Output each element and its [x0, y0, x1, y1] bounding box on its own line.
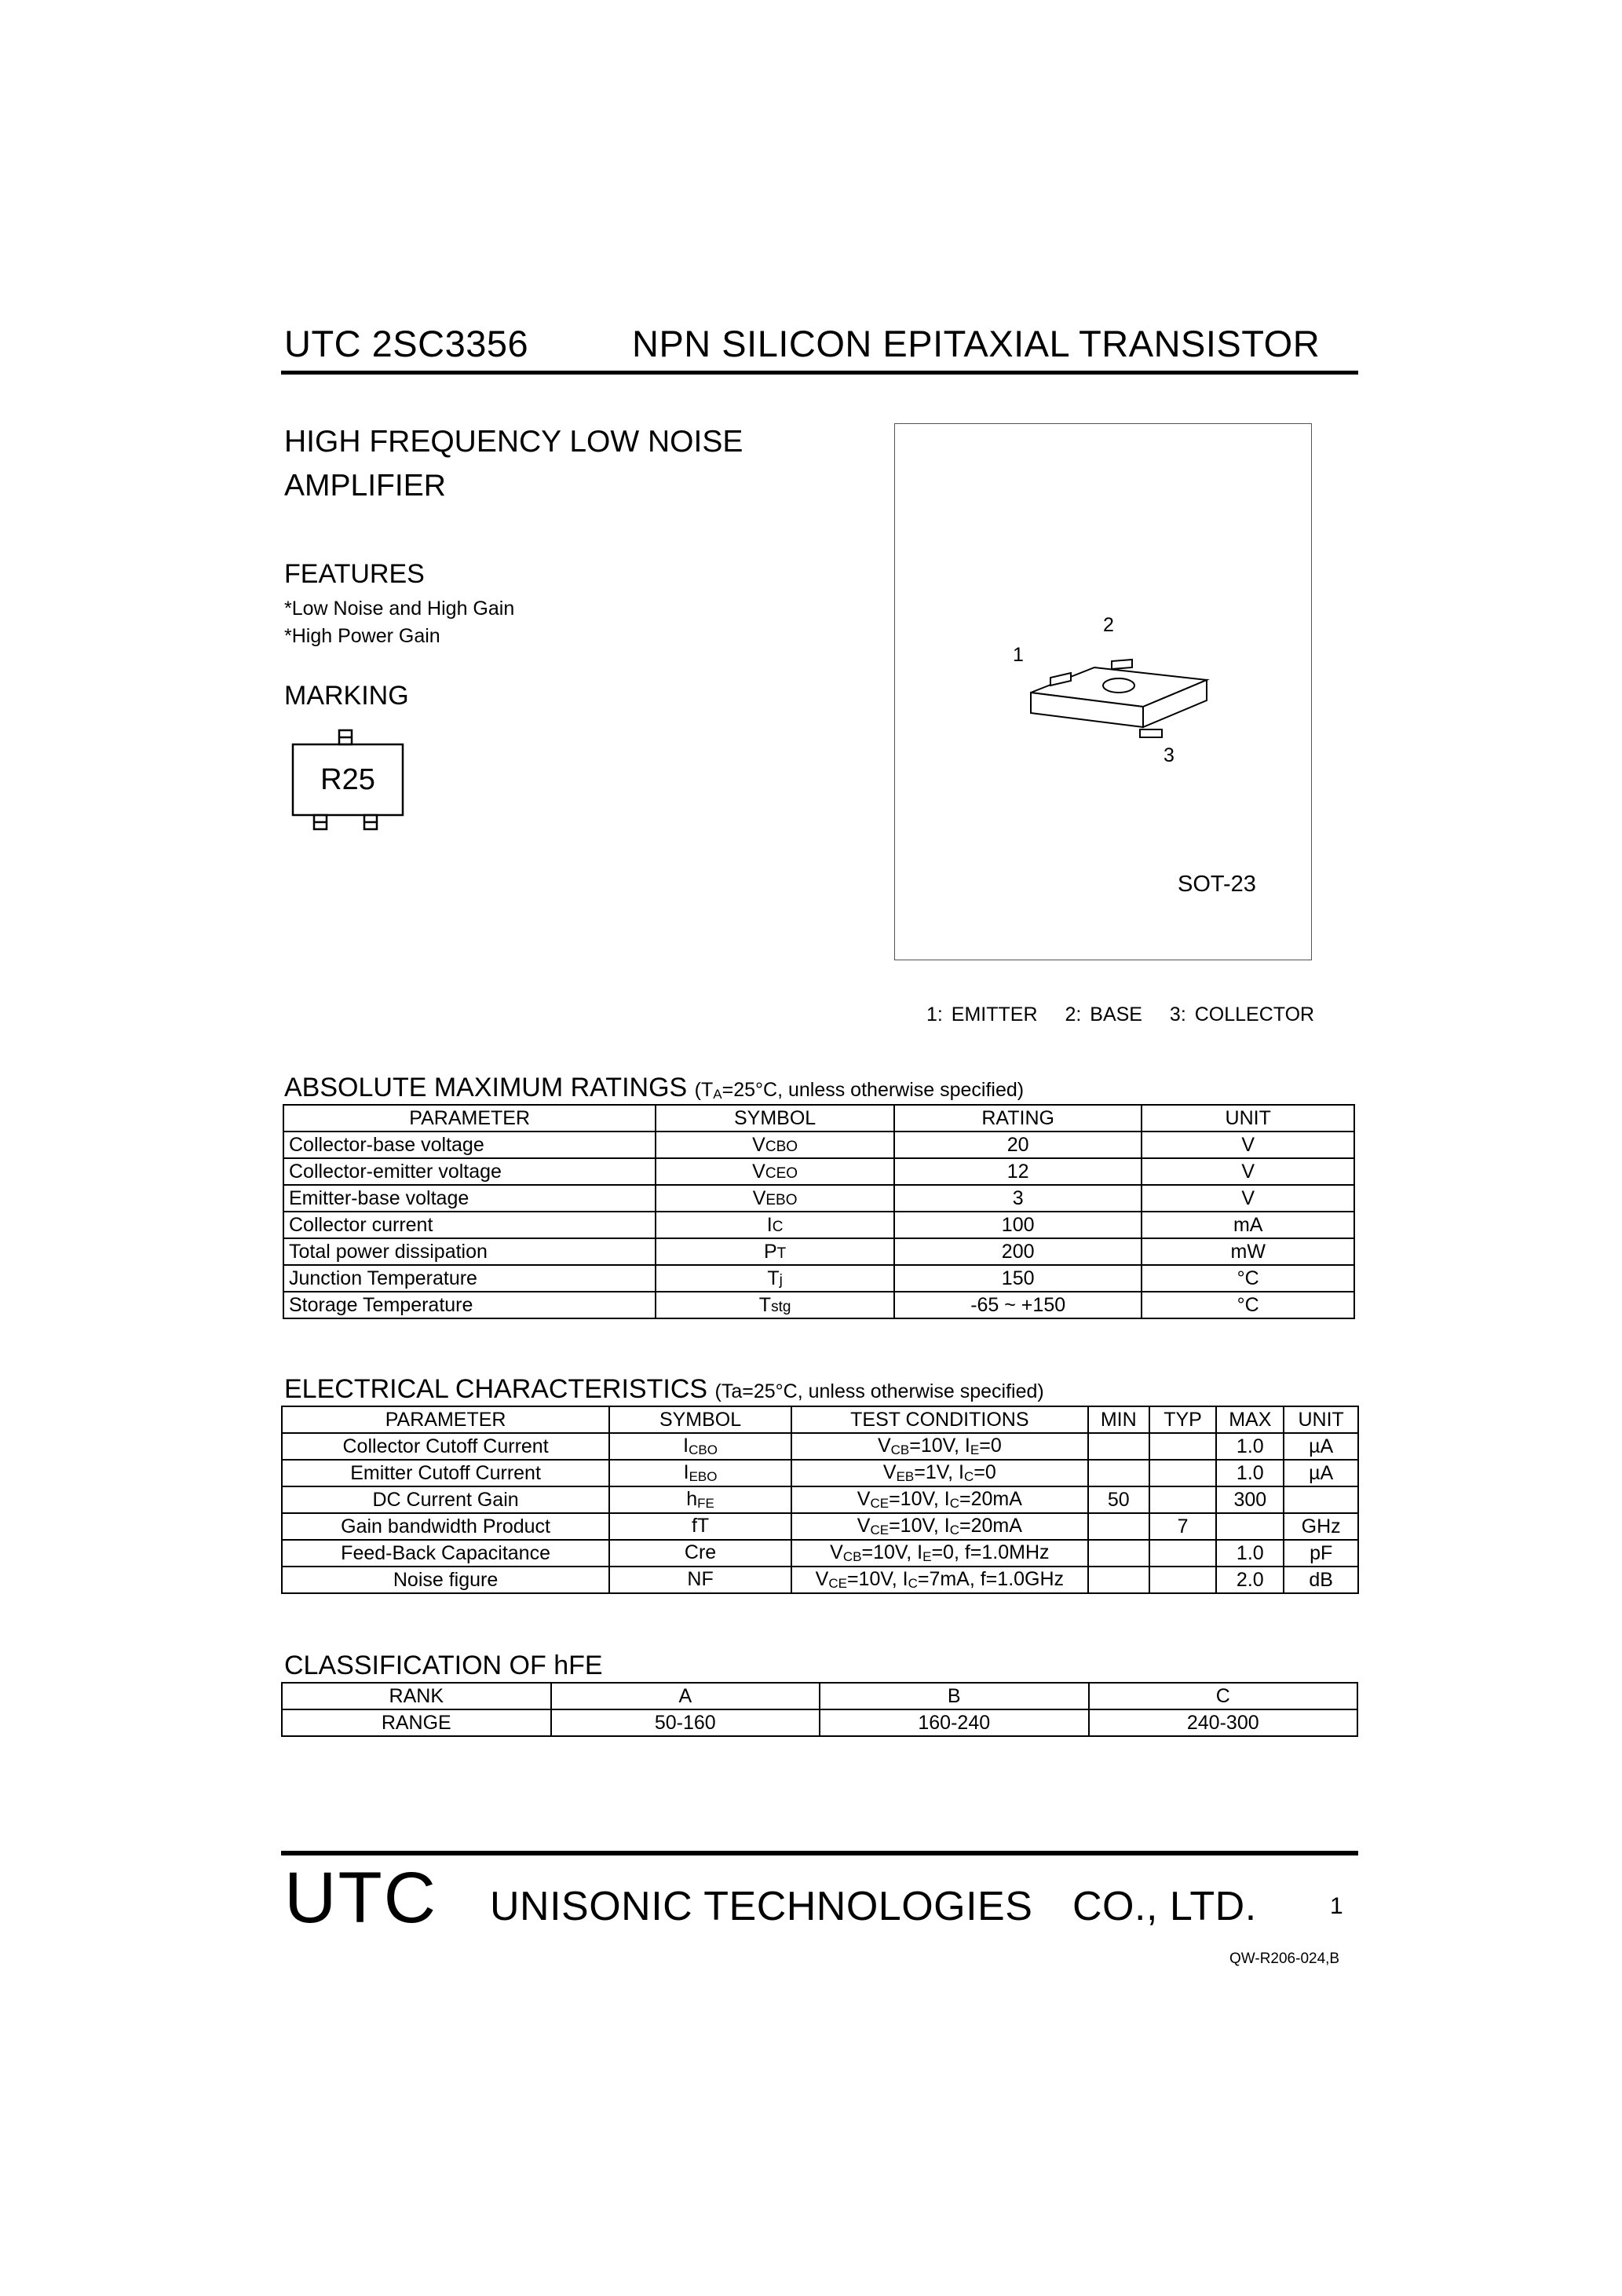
table-row — [282, 1486, 1358, 1513]
table-row — [283, 1132, 1354, 1158]
rating-cell: 150 — [894, 1265, 1142, 1292]
table-row — [283, 1292, 1354, 1318]
param-cell: Emitter Cutoff Current — [282, 1460, 609, 1486]
marking-code: R25 — [320, 763, 375, 796]
features-list — [284, 595, 514, 650]
param-cell: Collector current — [283, 1212, 656, 1238]
max-cell — [1216, 1513, 1284, 1540]
document-code: QW-R206-024,B — [1229, 1951, 1340, 1967]
table-row — [283, 1185, 1354, 1212]
classification-table — [281, 1682, 1358, 1737]
column-header: TEST CONDITIONS — [791, 1406, 1088, 1433]
unit-cell: V — [1142, 1158, 1354, 1185]
classification-title: CLASSIFICATION OF hFE — [284, 1651, 603, 1680]
unit-cell: mA — [1142, 1212, 1354, 1238]
table-row — [282, 1709, 1357, 1736]
table-row — [283, 1158, 1354, 1185]
rating-cell: 200 — [894, 1238, 1142, 1265]
param-cell: Gain bandwidth Product — [282, 1513, 609, 1540]
pin-map-base: 2: BASE — [1065, 1004, 1142, 1026]
symbol-cell: IC — [656, 1212, 894, 1238]
document-title: NPN SILICON EPITAXIAL TRANSISTOR — [632, 323, 1321, 364]
param-cell: Collector-emitter voltage — [283, 1158, 656, 1185]
unit-cell: °C — [1142, 1265, 1354, 1292]
unit-cell: mW — [1142, 1238, 1354, 1265]
symbol-cell: PT — [656, 1238, 894, 1265]
condition-cell: $V_{EB}=1V$, $I_C=0$ — [791, 1460, 1088, 1486]
param-cell: Emitter-base voltage — [283, 1185, 656, 1212]
abs-max-title: ABSOLUTE MAXIMUM RATINGS — [284, 1073, 688, 1102]
rating-cell: 100 — [894, 1212, 1142, 1238]
elec-caption — [284, 1374, 1044, 1405]
table-row — [282, 1567, 1358, 1593]
unit-cell: pF — [1284, 1540, 1358, 1567]
column-header: SYMBOL — [656, 1105, 894, 1132]
condition-cell: $V_{CE}=10V$, $I_C=7mA$, f=1.0GHz — [791, 1567, 1088, 1593]
param-cell: Feed-Back Capacitance — [282, 1540, 609, 1567]
table-header-row — [282, 1406, 1358, 1433]
column-header: RATING — [894, 1105, 1142, 1132]
range-b: 160-240 — [820, 1709, 1088, 1736]
unit-cell: µA — [1284, 1433, 1358, 1460]
column-header: SYMBOL — [609, 1406, 791, 1433]
symbol-cell: Tstg — [656, 1292, 894, 1318]
rating-cell: 12 — [894, 1158, 1142, 1185]
unit-cell — [1284, 1486, 1358, 1513]
pin-map-emitter: 1: EMITTER — [926, 1004, 1038, 1026]
rating-cell: 20 — [894, 1132, 1142, 1158]
pin-map — [926, 1004, 1333, 1026]
param-cell: Collector-base voltage — [283, 1132, 656, 1158]
typ-cell — [1149, 1540, 1217, 1567]
range-c: 240-300 — [1089, 1709, 1358, 1736]
rank-c: C — [1089, 1683, 1358, 1709]
table-row — [282, 1540, 1358, 1567]
typ-cell — [1149, 1567, 1217, 1593]
min-cell — [1088, 1460, 1149, 1486]
symbol-cell: fT — [609, 1513, 791, 1540]
header-divider — [281, 371, 1358, 375]
unit-cell: GHz — [1284, 1513, 1358, 1540]
footer-company: UNISONIC TECHNOLOGIES — [490, 1884, 1033, 1929]
max-cell: 2.0 — [1216, 1567, 1284, 1593]
typ-cell — [1149, 1460, 1217, 1486]
elec-title: ELECTRICAL CHARACTERISTICS — [284, 1374, 708, 1404]
column-header: MIN — [1088, 1406, 1149, 1433]
table-row — [283, 1238, 1354, 1265]
table-row — [282, 1433, 1358, 1460]
rank-b: B — [820, 1683, 1088, 1709]
symbol-cell: VCEO — [656, 1158, 894, 1185]
subtitle-line-1: HIGH FREQUENCY LOW NOISE — [284, 425, 743, 459]
subtitle — [284, 420, 834, 508]
pin-label-3: 3 — [1164, 744, 1174, 766]
table-header-row — [283, 1105, 1354, 1132]
subtitle-line-2: AMPLIFIER — [284, 469, 446, 503]
param-cell: DC Current Gain — [282, 1486, 609, 1513]
symbol-cell: $I_{EBO}$ — [609, 1460, 791, 1486]
unit-cell: µA — [1284, 1460, 1358, 1486]
min-cell — [1088, 1433, 1149, 1460]
rating-cell: -65 ~ +150 — [894, 1292, 1142, 1318]
max-cell: 300 — [1216, 1486, 1284, 1513]
condition-cell: $V_{CB}=10V$, $I_E=0$, f=1.0MHz — [791, 1540, 1088, 1567]
feature-item-1: *Low Noise and High Gain — [284, 598, 515, 620]
min-cell — [1088, 1540, 1149, 1567]
package-name: SOT-23 — [1178, 872, 1256, 897]
table-row — [282, 1683, 1357, 1709]
symbol-cell: NF — [609, 1567, 791, 1593]
table-row — [282, 1513, 1358, 1540]
sot23-package-icon — [1013, 620, 1217, 785]
rank-label: RANK — [282, 1683, 551, 1709]
param-cell: Total power dissipation — [283, 1238, 656, 1265]
abs-max-condition: ($T_A=25^\circ C$, unless otherwise specified) — [694, 1079, 1025, 1102]
min-cell — [1088, 1513, 1149, 1540]
min-cell: 50 — [1088, 1486, 1149, 1513]
param-cell: Storage Temperature — [283, 1292, 656, 1318]
abs-max-table — [283, 1104, 1355, 1319]
marking-diagram — [290, 724, 408, 846]
unit-cell: V — [1142, 1185, 1354, 1212]
symbol-cell: VCBO — [656, 1132, 894, 1158]
max-cell: 1.0 — [1216, 1433, 1284, 1460]
page-number: 1 — [1330, 1893, 1343, 1919]
unit-cell: °C — [1142, 1292, 1354, 1318]
column-header: PARAMETER — [283, 1105, 656, 1132]
condition-cell: $V_{CB}=10V$, $I_E=0$ — [791, 1433, 1088, 1460]
param-cell: Junction Temperature — [283, 1265, 656, 1292]
pin-map-collector: 3: COLLECTOR — [1169, 1004, 1315, 1026]
marking-heading: MARKING — [284, 681, 409, 711]
column-header: UNIT — [1284, 1406, 1358, 1433]
abs-max-caption — [284, 1073, 1024, 1103]
part-number: UTC 2SC3356 — [284, 323, 529, 364]
features-heading: FEATURES — [284, 559, 425, 589]
rating-cell: 3 — [894, 1185, 1142, 1212]
footer-divider — [281, 1851, 1358, 1855]
pin-label-2: 2 — [1103, 614, 1114, 636]
unit-cell: dB — [1284, 1567, 1358, 1593]
max-cell: 1.0 — [1216, 1540, 1284, 1567]
elec-condition: (Ta=25°C, unless otherwise specified) — [714, 1380, 1044, 1402]
table-row — [283, 1212, 1354, 1238]
table-row — [282, 1460, 1358, 1486]
unit-cell: V — [1142, 1132, 1354, 1158]
pin-label-1: 1 — [1013, 644, 1024, 666]
column-header: TYP — [1149, 1406, 1217, 1433]
footer-co: CO., LTD. — [1072, 1884, 1257, 1929]
range-a: 50-160 — [551, 1709, 820, 1736]
typ-cell — [1149, 1433, 1217, 1460]
symbol-cell: $h_{FE}$ — [609, 1486, 791, 1513]
symbol-cell: Tj — [656, 1265, 894, 1292]
condition-cell: $V_{CE}=10V$, $I_C=20mA$ — [791, 1486, 1088, 1513]
typ-cell: 7 — [1149, 1513, 1217, 1540]
electrical-table — [281, 1406, 1359, 1594]
min-cell — [1088, 1567, 1149, 1593]
symbol-cell: $I_{CBO}$ — [609, 1433, 791, 1460]
condition-cell: $V_{CE}=10V$, $I_C=20mA$ — [791, 1513, 1088, 1540]
param-cell: Noise figure — [282, 1567, 609, 1593]
max-cell: 1.0 — [1216, 1460, 1284, 1486]
column-header: MAX — [1216, 1406, 1284, 1433]
range-label: RANGE — [282, 1709, 551, 1736]
feature-item-2: *High Power Gain — [284, 625, 440, 647]
symbol-cell: Cre — [609, 1540, 791, 1567]
column-header: UNIT — [1142, 1105, 1354, 1132]
param-cell: Collector Cutoff Current — [282, 1433, 609, 1460]
sot23-drawing — [1013, 614, 1217, 785]
column-header: PARAMETER — [282, 1406, 609, 1433]
footer-logo: UTC — [284, 1858, 438, 1938]
typ-cell — [1149, 1486, 1217, 1513]
rank-a: A — [551, 1683, 820, 1709]
symbol-cell: VEBO — [656, 1185, 894, 1212]
table-row — [283, 1265, 1354, 1292]
